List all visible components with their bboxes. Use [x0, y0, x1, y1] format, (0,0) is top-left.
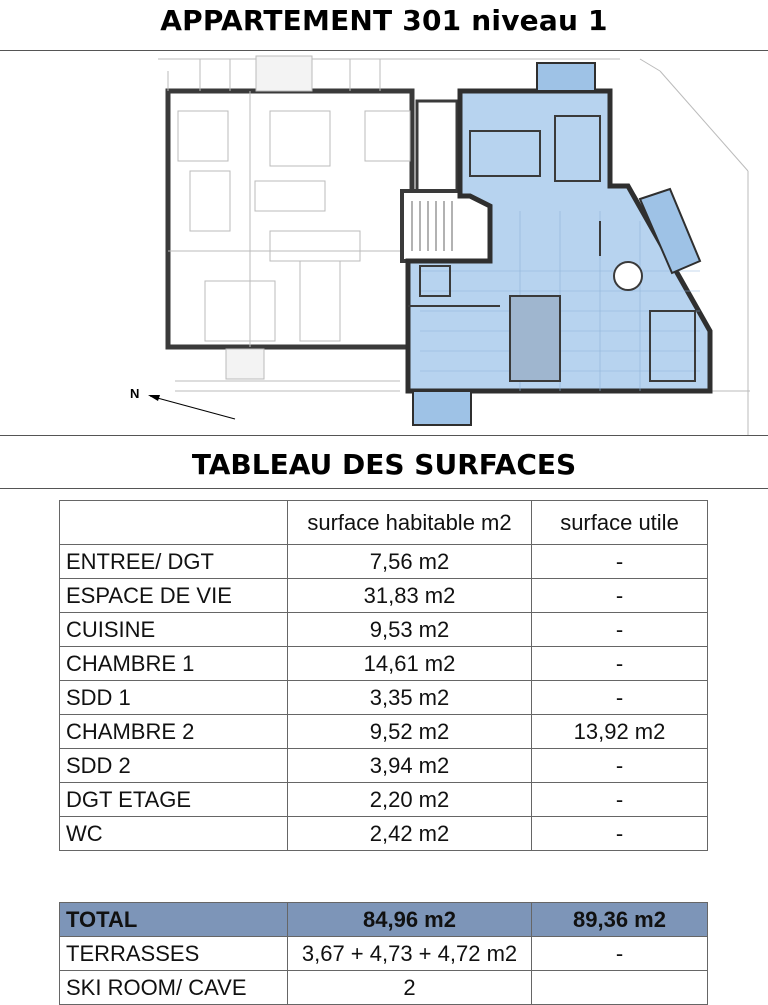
table-row — [60, 937, 708, 971]
section-title: TABLEAU DES SURFACES — [191, 448, 577, 481]
room-name: CHAMBRE 1 — [60, 647, 288, 681]
room-name: DGT ETAGE — [60, 783, 288, 817]
surface-utile: - — [532, 783, 708, 817]
room-name: SDD 2 — [60, 749, 288, 783]
surface-utile: - — [532, 579, 708, 613]
room-name: SDD 1 — [60, 681, 288, 715]
surface-utile: - — [532, 545, 708, 579]
table-row — [60, 783, 708, 817]
total-utile: 89,36 m2 — [532, 903, 708, 937]
divider — [0, 435, 768, 436]
total-habitable: 84,96 m2 — [288, 903, 532, 937]
terrasses-label: TERRASSES — [60, 937, 288, 971]
table-row — [60, 749, 708, 783]
table-row — [60, 817, 708, 851]
room-name: WC — [60, 817, 288, 851]
skiroom-label: SKI ROOM/ CAVE — [60, 971, 288, 1005]
table-row — [60, 545, 708, 579]
skiroom-utile — [532, 971, 708, 1005]
room-name: CUISINE — [60, 613, 288, 647]
surface-utile: - — [532, 749, 708, 783]
surface-utile: - — [532, 613, 708, 647]
surface-habitable: 31,83 m2 — [288, 579, 532, 613]
header-cell-habitable: surface habitable m2 — [288, 501, 532, 545]
surface-habitable: 9,53 m2 — [288, 613, 532, 647]
table-row — [60, 715, 708, 749]
header-cell-room — [60, 501, 288, 545]
surface-utile: - — [532, 817, 708, 851]
total-label: TOTAL — [60, 903, 288, 937]
surface-utile: - — [532, 647, 708, 681]
floor-plan — [0, 51, 768, 435]
surface-utile: 13,92 m2 — [532, 715, 708, 749]
surfaces-table — [59, 500, 708, 851]
table-row — [60, 647, 708, 681]
table-row — [60, 681, 708, 715]
north-label: N — [130, 386, 140, 401]
page-title: APPARTEMENT 301 niveau 1 — [160, 4, 608, 37]
surface-habitable: 7,56 m2 — [288, 545, 532, 579]
room-name: CHAMBRE 2 — [60, 715, 288, 749]
table-header-row — [60, 501, 708, 545]
table-row — [60, 613, 708, 647]
table-row — [60, 579, 708, 613]
header-cell-utile: surface utile — [532, 501, 708, 545]
surface-habitable: 3,94 m2 — [288, 749, 532, 783]
total-row — [60, 903, 708, 937]
skiroom-habitable: 2 — [288, 971, 532, 1005]
surface-utile: - — [532, 681, 708, 715]
divider — [0, 488, 768, 489]
table-row — [60, 971, 708, 1005]
surface-habitable: 3,35 m2 — [288, 681, 532, 715]
room-name: ESPACE DE VIE — [60, 579, 288, 613]
terrasses-habitable: 3,67 + 4,73 + 4,72 m2 — [288, 937, 532, 971]
surface-habitable: 2,20 m2 — [288, 783, 532, 817]
totals-table — [59, 902, 708, 1005]
terrasses-utile: - — [532, 937, 708, 971]
surface-habitable: 2,42 m2 — [288, 817, 532, 851]
surface-habitable: 9,52 m2 — [288, 715, 532, 749]
surface-habitable: 14,61 m2 — [288, 647, 532, 681]
room-name: ENTREE/ DGT — [60, 545, 288, 579]
